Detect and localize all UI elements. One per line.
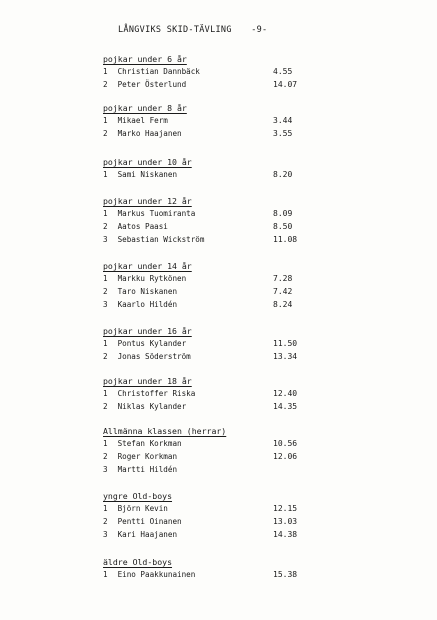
result-row xyxy=(103,220,323,233)
result-name: Marko Haajanen xyxy=(117,129,182,138)
result-row xyxy=(103,400,323,413)
section-title: pojkar under 18 år xyxy=(103,376,192,386)
result-time: 12.15 xyxy=(273,504,298,513)
result-row xyxy=(103,127,323,140)
section-title: pojkar under 10 år xyxy=(103,157,192,167)
section-title: pojkar under 14 år xyxy=(103,261,192,271)
result-name: Kaarlo Hildén xyxy=(117,300,178,309)
result-name: Kari Haajanen xyxy=(117,530,178,539)
result-time: 7.28 xyxy=(273,274,293,283)
result-time: 3.44 xyxy=(273,116,293,125)
result-place: 3 xyxy=(103,300,108,309)
result-row xyxy=(103,168,323,181)
result-name: Taro Niskanen xyxy=(117,287,178,296)
result-name: Peter Österlund xyxy=(117,80,187,89)
section-older-old-boys xyxy=(103,556,323,581)
result-name: Jonas Söderström xyxy=(117,352,191,361)
result-name: Stefan Korkman xyxy=(117,439,182,448)
result-row xyxy=(103,568,323,581)
result-row xyxy=(103,450,323,463)
result-name: Björn Kevin xyxy=(117,504,168,513)
result-place: 1 xyxy=(103,67,108,76)
result-place: 1 xyxy=(103,274,108,283)
result-row xyxy=(103,285,323,298)
section-boys-under-16 xyxy=(103,325,323,363)
document-title: LÅNGVIKS SKID-TÄVLING xyxy=(118,25,232,35)
section-title: pojkar under 6 år xyxy=(103,54,187,64)
result-row xyxy=(103,350,323,363)
section-boys-under-12 xyxy=(103,195,323,246)
result-place: 1 xyxy=(103,339,108,348)
result-row xyxy=(103,298,323,311)
section-title: pojkar under 8 år xyxy=(103,103,187,113)
result-name: Markus Tuomiranta xyxy=(117,209,196,218)
result-name: Mikael Ferm xyxy=(117,116,168,125)
section-title: Allmänna klassen (herrar) xyxy=(103,426,227,436)
page-number: -9- xyxy=(251,25,268,35)
result-place: 3 xyxy=(103,465,108,474)
result-name: Roger Korkman xyxy=(117,452,178,461)
section-boys-under-8 xyxy=(103,102,323,140)
result-name: Christian Dannbäck xyxy=(117,67,200,76)
result-time: 8.09 xyxy=(273,209,293,218)
result-name: Aatos Paasi xyxy=(117,222,168,231)
result-row xyxy=(103,528,323,541)
result-time: 4.55 xyxy=(273,67,293,76)
section-younger-old-boys xyxy=(103,490,323,541)
section-title: pojkar under 12 år xyxy=(103,196,192,206)
result-place: 2 xyxy=(103,517,108,526)
result-place: 2 xyxy=(103,129,108,138)
result-name: Christoffer Riska xyxy=(117,389,196,398)
result-name: Sami Niskanen xyxy=(117,170,178,179)
section-boys-under-6 xyxy=(103,53,323,91)
result-time: 13.34 xyxy=(273,352,298,361)
result-place: 2 xyxy=(103,222,108,231)
result-time: 14.38 xyxy=(273,530,298,539)
result-place: 1 xyxy=(103,209,108,218)
result-row xyxy=(103,114,323,127)
result-row xyxy=(103,463,323,476)
result-place: 1 xyxy=(103,570,108,579)
result-row xyxy=(103,207,323,220)
section-boys-under-18 xyxy=(103,375,323,413)
result-place: 2 xyxy=(103,287,108,296)
result-name: Martti Hildén xyxy=(117,465,178,474)
section-boys-under-10 xyxy=(103,156,323,181)
document-header xyxy=(118,25,267,35)
result-name: Pentti Oinanen xyxy=(117,517,182,526)
result-time: 3.55 xyxy=(273,129,293,138)
result-time: 14.07 xyxy=(273,80,298,89)
result-time: 10.56 xyxy=(273,439,298,448)
result-name: Sebastian Wickström xyxy=(117,235,205,244)
result-place: 2 xyxy=(103,452,108,461)
result-time: 14.35 xyxy=(273,402,298,411)
result-place: 3 xyxy=(103,235,108,244)
result-place: 3 xyxy=(103,530,108,539)
result-time: 7.42 xyxy=(273,287,293,296)
result-name: Pontus Kylander xyxy=(117,339,187,348)
result-name: Markku Rytkönen xyxy=(117,274,187,283)
section-boys-under-14 xyxy=(103,260,323,311)
result-place: 1 xyxy=(103,504,108,513)
result-row xyxy=(103,515,323,528)
result-row xyxy=(103,272,323,285)
result-time: 8.20 xyxy=(273,170,293,179)
result-row xyxy=(103,387,323,400)
result-time: 11.50 xyxy=(273,339,298,348)
result-time: 13.03 xyxy=(273,517,298,526)
result-name: Niklas Kylander xyxy=(117,402,187,411)
section-title: pojkar under 16 år xyxy=(103,326,192,336)
result-row xyxy=(103,437,323,450)
section-title: äldre Old-boys xyxy=(103,557,173,567)
result-time: 8.50 xyxy=(273,222,293,231)
result-name: Eino Paakkunainen xyxy=(117,570,196,579)
result-row xyxy=(103,78,323,91)
result-place: 2 xyxy=(103,402,108,411)
section-title: yngre Old-boys xyxy=(103,491,173,501)
result-time: 11.08 xyxy=(273,235,298,244)
result-place: 2 xyxy=(103,352,108,361)
result-time: 12.40 xyxy=(273,389,298,398)
result-row xyxy=(103,65,323,78)
result-place: 1 xyxy=(103,389,108,398)
section-general-class-men xyxy=(103,425,323,476)
result-place: 2 xyxy=(103,80,108,89)
result-row xyxy=(103,233,323,246)
result-time: 8.24 xyxy=(273,300,293,309)
result-place: 1 xyxy=(103,170,108,179)
result-time: 15.38 xyxy=(273,570,298,579)
result-row xyxy=(103,337,323,350)
result-row xyxy=(103,502,323,515)
result-place: 1 xyxy=(103,116,108,125)
result-time: 12.06 xyxy=(273,452,298,461)
result-place: 1 xyxy=(103,439,108,448)
